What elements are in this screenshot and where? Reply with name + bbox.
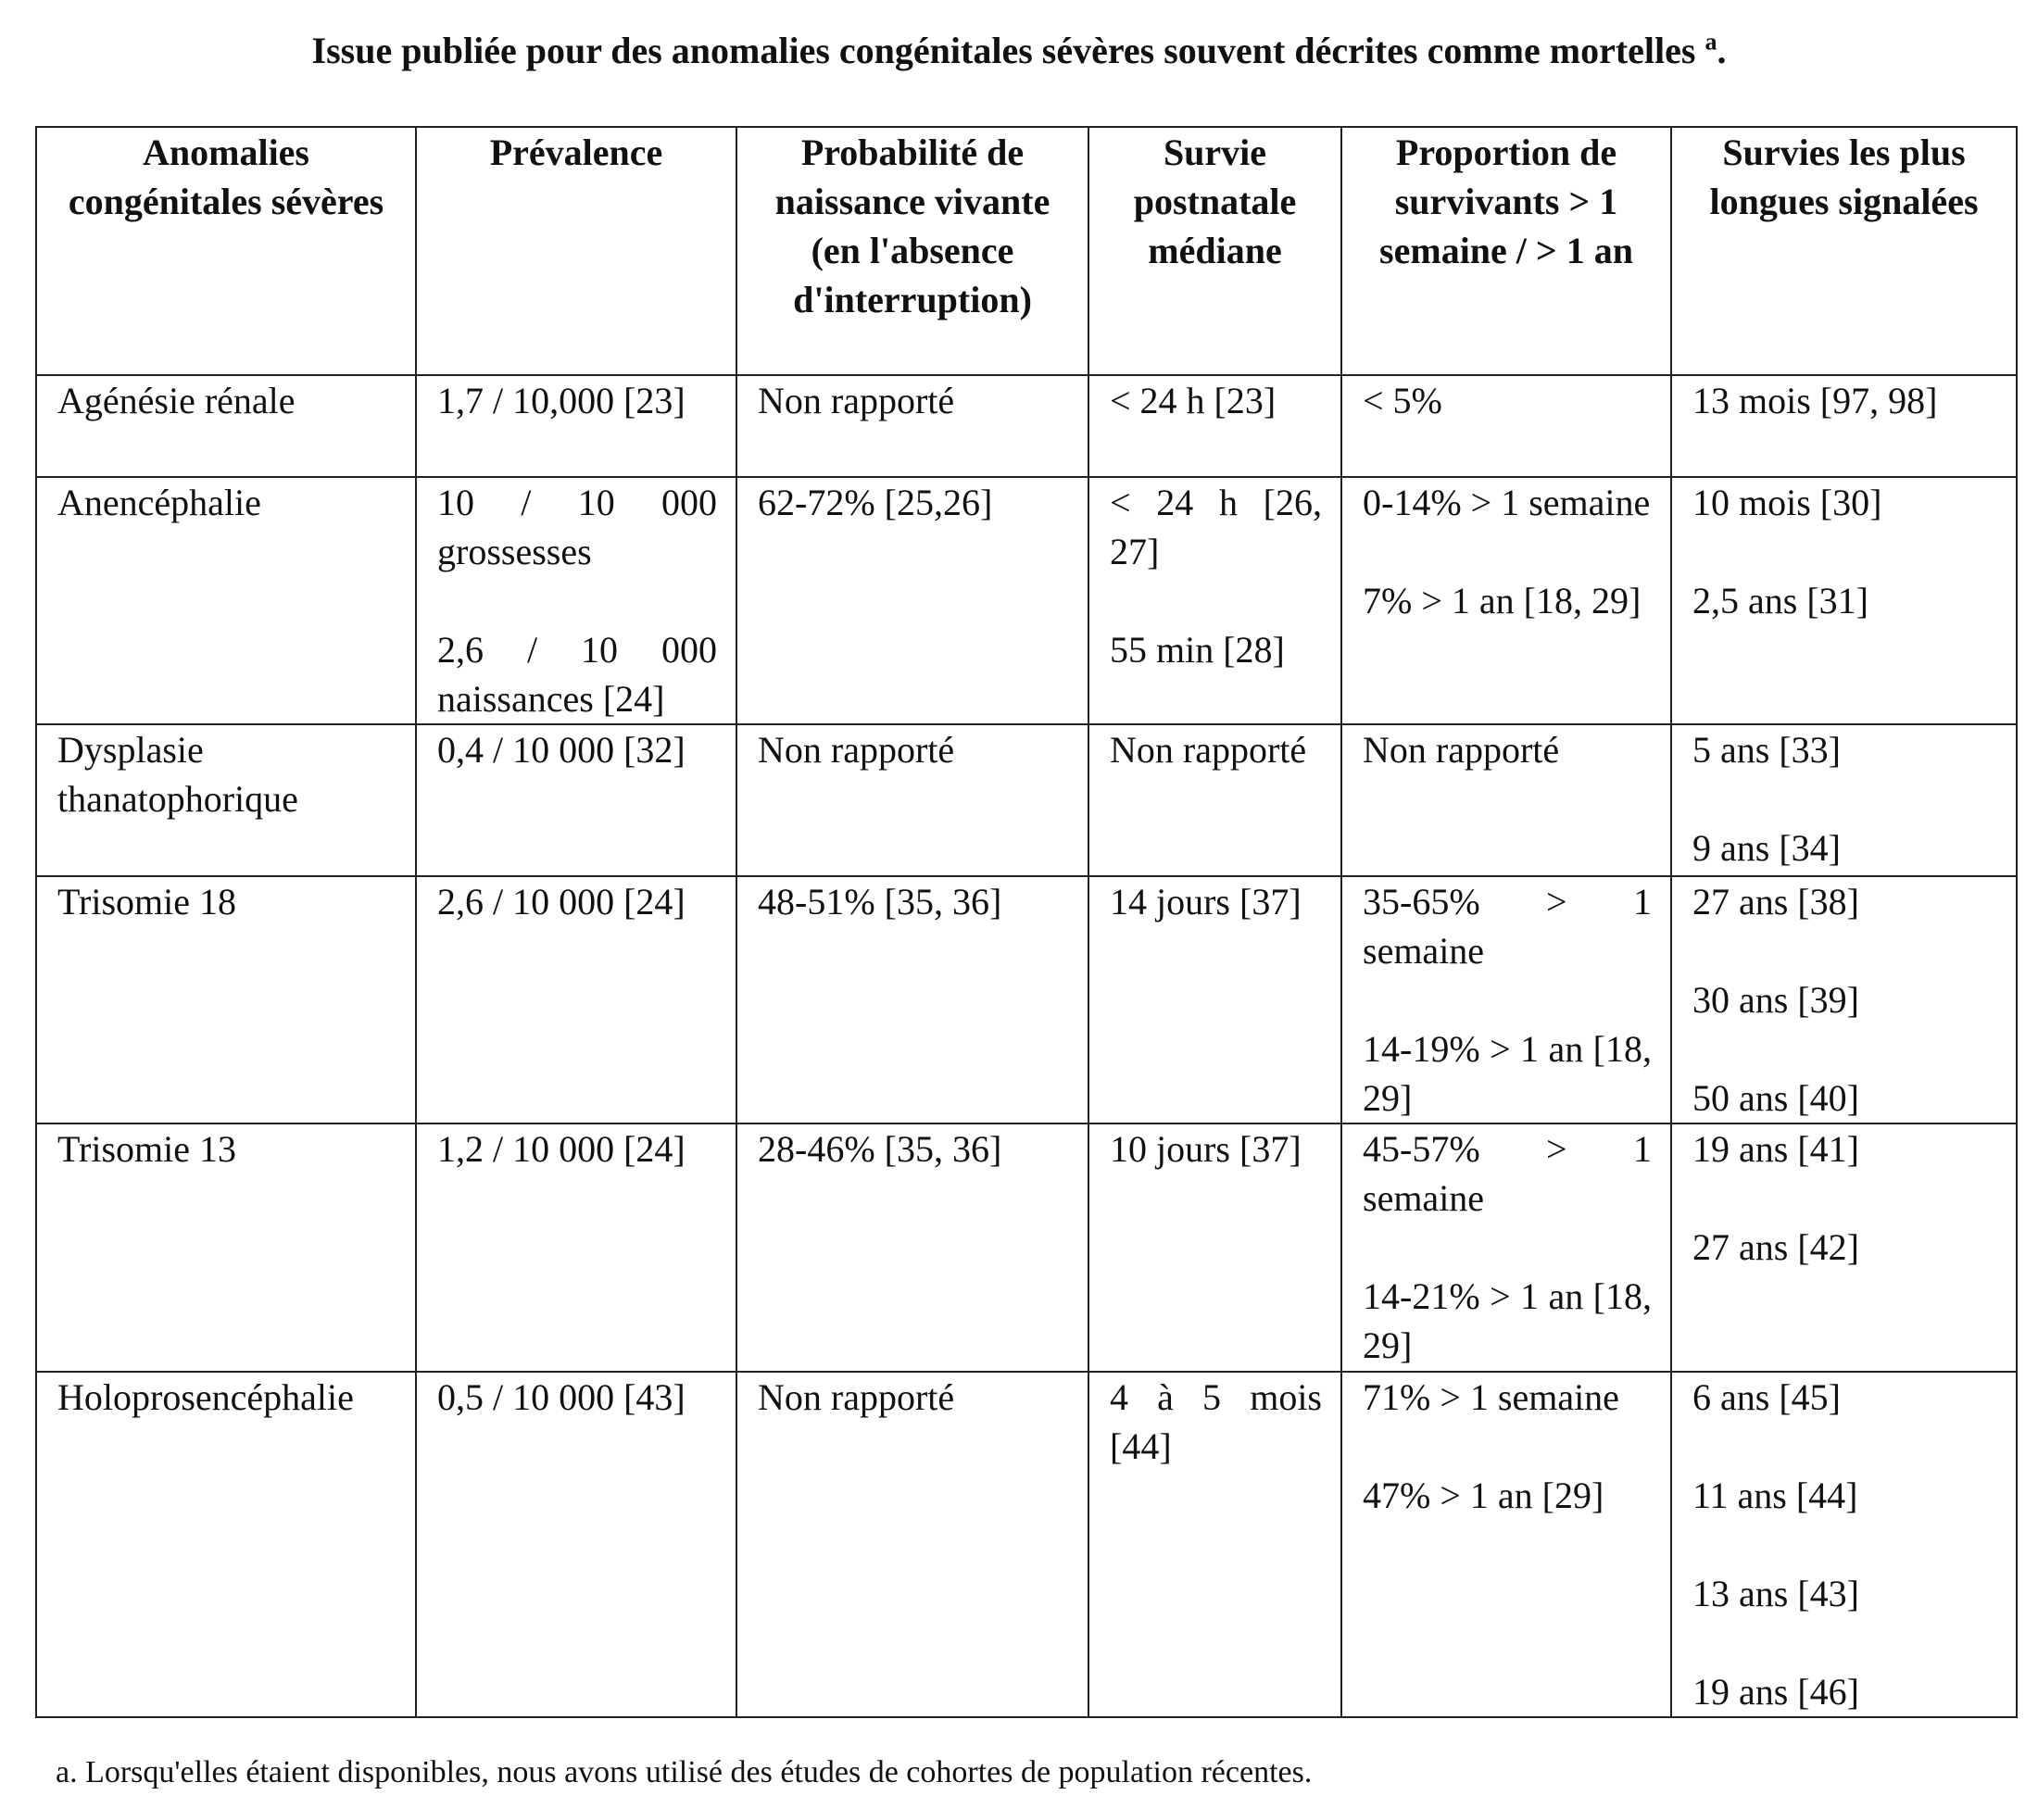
title-note-marker: a	[1705, 28, 1717, 56]
cell-text: 14 jours [37]	[1110, 881, 1302, 923]
cell-text: Agénésie rénale	[57, 380, 296, 421]
table-row	[36, 876, 2017, 1123]
cell-text: 0-14% > 1 semaine	[1363, 482, 1651, 523]
table-body	[36, 375, 2017, 1717]
cell-text: 55 min [28]	[1110, 629, 1285, 671]
header-anomalies: Anomalies congénitales sévères	[36, 127, 416, 375]
longest-survival-cell	[1671, 375, 2017, 477]
prevalence-cell	[416, 477, 736, 724]
cell-text: 62-72% [25,26]	[758, 482, 993, 523]
title-text: Issue publiée pour des anomalies congénitales sévères souvent décrites comme mortelles	[311, 30, 1696, 71]
anomaly-cell	[36, 1372, 416, 1717]
cell-text: 10 jours [37]	[1110, 1128, 1302, 1170]
cell-text: 35-65% > 1 semaine	[1363, 881, 1652, 972]
cell-text: 9 ans [34]	[1692, 827, 1841, 869]
cell-text: Anencéphalie	[57, 482, 261, 523]
cell-text: 14-21% > 1 an [18, 29]	[1363, 1275, 1652, 1366]
proportion-cell	[1341, 375, 1671, 477]
cell-text: Dysplasie thanatophorique	[57, 729, 298, 820]
longest-survival-cell	[1671, 477, 2017, 724]
cell-text: 10 / 10 000 grossesses	[437, 482, 717, 572]
anomaly-cell	[36, 876, 416, 1123]
prevalence-cell	[416, 375, 736, 477]
cell-text: Non rapporté	[1110, 729, 1307, 771]
table-row	[36, 1123, 2017, 1372]
cell-text: 27 ans [42]	[1692, 1226, 1859, 1268]
live-birth-cell	[736, 477, 1088, 724]
header-live-birth: Probabilité de naissance vivante (en l'absence d'interruption)	[736, 127, 1088, 375]
median-survival-cell	[1088, 724, 1341, 876]
proportion-cell	[1341, 876, 1671, 1123]
table-row	[36, 477, 2017, 724]
cell-text: < 24 h [26, 27]	[1110, 482, 1322, 572]
prevalence-cell	[416, 724, 736, 876]
table-row	[36, 724, 2017, 876]
cell-text: < 5%	[1363, 380, 1442, 421]
cell-text: 2,6 / 10 000 naissances [24]	[437, 629, 717, 720]
cell-text: 27 ans [38]	[1692, 881, 1859, 923]
longest-survival-cell	[1671, 876, 2017, 1123]
cell-text: Non rapporté	[758, 1376, 955, 1418]
cell-text: 1,7 / 10,000 [23]	[437, 380, 686, 421]
cell-text: 71% > 1 semaine	[1363, 1376, 1619, 1418]
cell-text: 19 ans [46]	[1692, 1671, 1859, 1713]
live-birth-cell	[736, 724, 1088, 876]
header-longest: Survies les plus longues signalées	[1671, 127, 2017, 375]
cell-text: 48-51% [35, 36]	[758, 881, 1002, 923]
footnote: a. Lorsqu'elles étaient disponibles, nous avons utilisé des études de cohortes de population récentes.	[56, 1755, 1313, 1789]
longest-survival-cell	[1671, 1372, 2017, 1717]
proportion-cell	[1341, 1123, 1671, 1372]
cell-text: < 24 h [23]	[1110, 380, 1277, 421]
anomaly-cell	[36, 724, 416, 876]
proportion-cell	[1341, 724, 1671, 876]
cell-text: 14-19% > 1 an [18, 29]	[1363, 1028, 1652, 1119]
cell-text: 11 ans [44]	[1692, 1475, 1858, 1516]
longest-survival-cell	[1671, 1123, 2017, 1372]
cell-text: Non rapporté	[758, 380, 955, 421]
header-median-survival: Survie postnatale médiane	[1088, 127, 1341, 375]
proportion-cell	[1341, 1372, 1671, 1717]
cell-text: 5 ans [33]	[1692, 729, 1841, 771]
cell-text: 2,6 / 10 000 [24]	[437, 881, 686, 923]
median-survival-cell	[1088, 375, 1341, 477]
live-birth-cell	[736, 876, 1088, 1123]
cell-text: 10 mois [30]	[1692, 482, 1882, 523]
live-birth-cell	[736, 1123, 1088, 1372]
table-row	[36, 1372, 2017, 1717]
table-title	[0, 28, 2038, 74]
cell-text: 1,2 / 10 000 [24]	[437, 1128, 686, 1170]
anomaly-cell	[36, 477, 416, 724]
live-birth-cell	[736, 1372, 1088, 1717]
median-survival-cell	[1088, 876, 1341, 1123]
prevalence-cell	[416, 1372, 736, 1717]
cell-text: 28-46% [35, 36]	[758, 1128, 1002, 1170]
anomalies-table	[35, 126, 2018, 1718]
cell-text: 4 à 5 mois [44]	[1110, 1376, 1322, 1467]
header-prevalence: Prévalence	[416, 127, 736, 375]
title-end: .	[1717, 30, 1727, 71]
cell-text: Trisomie 18	[57, 881, 237, 923]
proportion-cell	[1341, 477, 1671, 724]
longest-survival-cell	[1671, 724, 2017, 876]
table-row	[36, 375, 2017, 477]
cell-text: Holoprosencéphalie	[57, 1376, 354, 1418]
cell-text: 2,5 ans [31]	[1692, 580, 1868, 621]
cell-text: 13 ans [43]	[1692, 1573, 1859, 1614]
cell-text: 50 ans [40]	[1692, 1077, 1859, 1119]
cell-text: 7% > 1 an [18, 29]	[1363, 580, 1642, 621]
cell-text: Non rapporté	[1363, 729, 1560, 771]
header-proportion: Proportion de survivants > 1 semaine / > 1 an	[1341, 127, 1671, 375]
cell-text: 0,5 / 10 000 [43]	[437, 1376, 686, 1418]
anomaly-cell	[36, 375, 416, 477]
median-survival-cell	[1088, 477, 1341, 724]
cell-text: 13 mois [97, 98]	[1692, 380, 1938, 421]
cell-text: 47% > 1 an [29]	[1363, 1475, 1604, 1516]
cell-text: 45-57% > 1 semaine	[1363, 1128, 1652, 1219]
median-survival-cell	[1088, 1372, 1341, 1717]
header-row	[36, 127, 2017, 375]
table-header	[36, 127, 2017, 375]
prevalence-cell	[416, 1123, 736, 1372]
anomaly-cell	[36, 1123, 416, 1372]
cell-text: 19 ans [41]	[1692, 1128, 1859, 1170]
cell-text: Trisomie 13	[57, 1128, 237, 1170]
prevalence-cell	[416, 876, 736, 1123]
live-birth-cell	[736, 375, 1088, 477]
median-survival-cell	[1088, 1123, 1341, 1372]
cell-text: 6 ans [45]	[1692, 1376, 1841, 1418]
cell-text: 0,4 / 10 000 [32]	[437, 729, 686, 771]
cell-text: Non rapporté	[758, 729, 955, 771]
cell-text: 30 ans [39]	[1692, 979, 1859, 1021]
